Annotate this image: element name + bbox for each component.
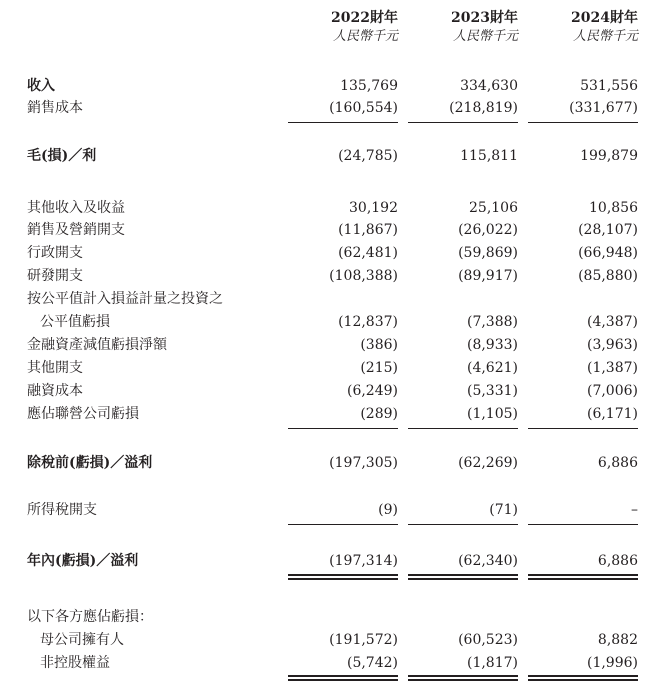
value-2024: (7,006): [586, 383, 638, 399]
value-2022: (11,867): [338, 222, 398, 238]
divider: [408, 524, 518, 525]
row-label: 以下各方應佔虧損：: [27, 609, 153, 625]
value-2023: 25,106: [469, 200, 518, 216]
row-owners-of-parent: [0, 630, 660, 650]
value-2023: (7,388): [466, 314, 518, 330]
value-2024: 199,879: [580, 148, 638, 164]
value-2022: 135,769: [340, 78, 398, 94]
column-unit: 人民幣千元: [332, 29, 398, 44]
value-2023: 115,811: [460, 148, 518, 164]
row-other-income: [0, 198, 660, 218]
row-label: 母公司擁有人: [40, 632, 124, 648]
row-cost-of-sales: [0, 98, 660, 118]
row-loss-before-tax: [0, 453, 660, 473]
value-2023: (60,523): [458, 632, 518, 648]
value-2024: (28,107): [578, 222, 638, 238]
double-underline: [528, 675, 638, 677]
double-underline: [528, 578, 638, 580]
row-fvtpl-heading: [0, 289, 660, 309]
row-label: 按公平值計入損益計量之投資之: [27, 291, 223, 307]
row-label: 除稅前(虧損)／溢利: [27, 455, 153, 471]
column-header-2024: [518, 10, 638, 45]
value-2023: (62,269): [458, 455, 518, 471]
value-2023: (59,869): [458, 245, 518, 261]
value-2022: (197,305): [329, 455, 398, 471]
row-label: 應佔聯營公司虧損: [27, 406, 139, 422]
column-unit: 人民幣千元: [452, 29, 518, 44]
divider: [528, 428, 638, 429]
row-label: 其他收入及收益: [27, 200, 125, 216]
value-2023: (5,331): [466, 383, 518, 399]
row-label: 公平值虧損: [40, 314, 110, 330]
value-2024: 531,556: [580, 78, 638, 94]
column-year: 2024財年: [571, 10, 638, 26]
double-underline: [408, 578, 518, 580]
row-revenue: [0, 76, 660, 96]
double-underline: [408, 675, 518, 677]
value-2022: (215): [360, 360, 398, 376]
double-underline: [288, 574, 398, 576]
column-header-2023: [398, 10, 518, 45]
row-label: 銷售及營銷開支: [27, 222, 125, 238]
value-2022: (108,388): [329, 268, 398, 284]
value-2022: (24,785): [338, 148, 398, 164]
row-income-tax: [0, 500, 660, 520]
value-2024: 6,886: [597, 455, 638, 471]
value-2024: (3,963): [586, 337, 638, 353]
row-label: 金融資產減值虧損淨額: [27, 337, 167, 353]
row-selling-expenses: [0, 220, 660, 240]
value-2024: (6,171): [586, 406, 638, 422]
value-2022: (5,742): [346, 655, 398, 671]
divider: [288, 122, 398, 123]
double-underline: [528, 679, 638, 681]
divider: [288, 428, 398, 429]
row-impairment-loss: [0, 335, 660, 355]
value-2022: (197,314): [329, 553, 398, 569]
value-2023: (218,819): [449, 100, 518, 116]
value-2022: (62,481): [338, 245, 398, 261]
double-underline: [408, 679, 518, 681]
value-2022: (6,249): [346, 383, 398, 399]
divider: [408, 122, 518, 123]
value-2023: (8,933): [466, 337, 518, 353]
row-label: 銷售成本: [27, 100, 83, 116]
row-label: 非控股權益: [40, 655, 110, 671]
row-gross-profit: [0, 146, 660, 166]
column-year: 2023財年: [451, 10, 518, 26]
value-2022: (386): [360, 337, 398, 353]
double-underline: [408, 574, 518, 576]
divider: [528, 122, 638, 123]
value-2023: (1,105): [466, 406, 518, 422]
row-admin-expenses: [0, 243, 660, 263]
column-header-2022: [278, 10, 398, 45]
value-2022: (9): [378, 502, 398, 518]
row-label: 其他開支: [27, 360, 83, 376]
row-label: 收入: [27, 78, 55, 94]
value-2022: 30,192: [349, 200, 398, 216]
value-2024: (66,948): [578, 245, 638, 261]
value-2024: (4,387): [586, 314, 638, 330]
value-2024: (1,996): [586, 655, 638, 671]
row-rd-expenses: [0, 266, 660, 286]
column-unit: 人民幣千元: [572, 29, 638, 44]
value-2024: (1,387): [586, 360, 638, 376]
row-label: 行政開支: [27, 245, 83, 261]
row-loss-for-year: [0, 551, 660, 571]
value-2022: (12,837): [338, 314, 398, 330]
row-fair-value-loss: [0, 312, 660, 332]
value-2023: (1,817): [466, 655, 518, 671]
row-non-controlling-interests: [0, 653, 660, 673]
divider: [408, 428, 518, 429]
value-2023: 334,630: [460, 78, 518, 94]
value-2024: 8,882: [597, 632, 638, 648]
value-2023: (71): [489, 502, 518, 518]
column-year: 2022財年: [331, 10, 398, 26]
value-2023: (4,621): [466, 360, 518, 376]
row-label: 所得稅開支: [27, 502, 97, 518]
double-underline: [288, 679, 398, 681]
value-2022: (289): [360, 406, 398, 422]
row-label: 研發開支: [27, 268, 83, 284]
divider: [288, 524, 398, 525]
row-finance-costs: [0, 381, 660, 401]
row-label: 毛(損)／利: [27, 148, 97, 164]
value-2022: (160,554): [329, 100, 398, 116]
row-label: 融資成本: [27, 383, 83, 399]
divider: [528, 524, 638, 525]
row-label: 年內(虧損)／溢利: [27, 553, 139, 569]
value-2024: 6,886: [597, 553, 638, 569]
value-2024: (331,677): [569, 100, 638, 116]
value-2024: –: [631, 502, 638, 518]
row-attributable-heading: [0, 607, 660, 627]
double-underline: [288, 578, 398, 580]
value-2023: (26,022): [458, 222, 518, 238]
double-underline: [288, 675, 398, 677]
value-2023: (62,340): [458, 553, 518, 569]
value-2023: (89,917): [458, 268, 518, 284]
double-underline: [528, 574, 638, 576]
row-other-expenses: [0, 358, 660, 378]
row-associate-losses: [0, 404, 660, 424]
value-2022: (191,572): [329, 632, 398, 648]
value-2024: 10,856: [589, 200, 638, 216]
value-2024: (85,880): [578, 268, 638, 284]
